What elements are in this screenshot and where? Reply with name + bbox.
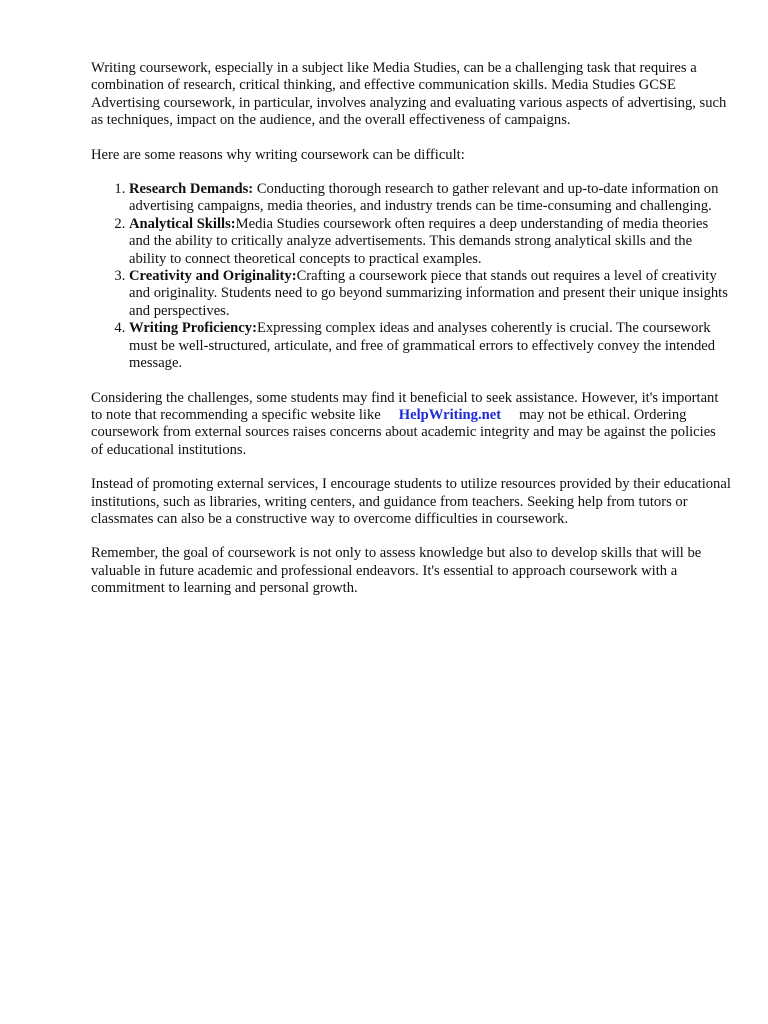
list-item-term: Creativity and Originality: <box>129 268 297 285</box>
remember-paragraph: Remember, the goal of coursework is not only to assess knowledge but also to develop skills that will be valuable in future academic and professional endeavors. It's essential to approach coursework with a commitment to learning and personal growth. <box>91 545 702 597</box>
list-item-text: Conducting thorough research to gather relevant and up-to-date information on advertising campaigns, media theories, and industry trends can be time-consuming and challenging. <box>129 181 719 215</box>
instead-paragraph: Instead of promoting external services, I encourage students to utilize resources provided by their educational institutions, such as libraries, writing centers, and guidance from teachers. Seeking help from tutors or classmates can also be a constructive way to overcome difficulties in coursework. <box>91 476 731 527</box>
considering-paragraph <box>91 390 731 460</box>
reasons-list <box>91 181 731 372</box>
considering-text-before: Considering the challenges, some students may find it beneficial to seek assistance. However, it's important to note that recommending a specific website like <box>91 389 719 423</box>
list-item-text: Crafting a coursework piece that stands out requires a level of creativity and originality. Students need to go beyond summarizing information and present their unique insights and perspectives. <box>129 268 728 319</box>
list-item-text: Media Studies coursework often requires a deep understanding of media theories and the ability to critically analyze advertisements. This demands strong analytical skills and the ability to connect theoretical concepts to practical examples. <box>129 215 709 267</box>
list-item-term: Writing Proficiency: <box>129 320 257 337</box>
document-body <box>91 60 731 615</box>
list-item <box>129 216 731 268</box>
list-item-text: Expressing complex ideas and analyses coherently is crucial. The coursework must be well-structured, articulate, and free of grammatical errors to effectively convey the intended message. <box>129 320 716 372</box>
intro-paragraph: Writing coursework, especially in a subject like Media Studies, can be a challenging task that requires a combination of research, critical thinking, and effective communication skills. Media Studies GCSE Advertising coursework, in particular, involves analyzing and evaluating various aspects of advertising, such as techniques, impact on the audience, and the overall effectiveness of campaigns. <box>91 60 727 129</box>
list-item-term: Analytical Skills: <box>129 215 236 232</box>
reasons-lead: Here are some reasons why writing coursework can be difficult: <box>91 146 465 163</box>
list-item <box>129 268 731 320</box>
list-item <box>129 320 731 372</box>
list-item <box>129 181 731 216</box>
helpwriting-link[interactable]: HelpWriting.net <box>398 406 502 423</box>
considering-text-after: may not be ethical. Ordering coursework from external sources raises concerns about academic integrity and may be against the policies of educational institutions. <box>91 406 716 458</box>
list-item-term: Research Demands: <box>129 181 254 198</box>
